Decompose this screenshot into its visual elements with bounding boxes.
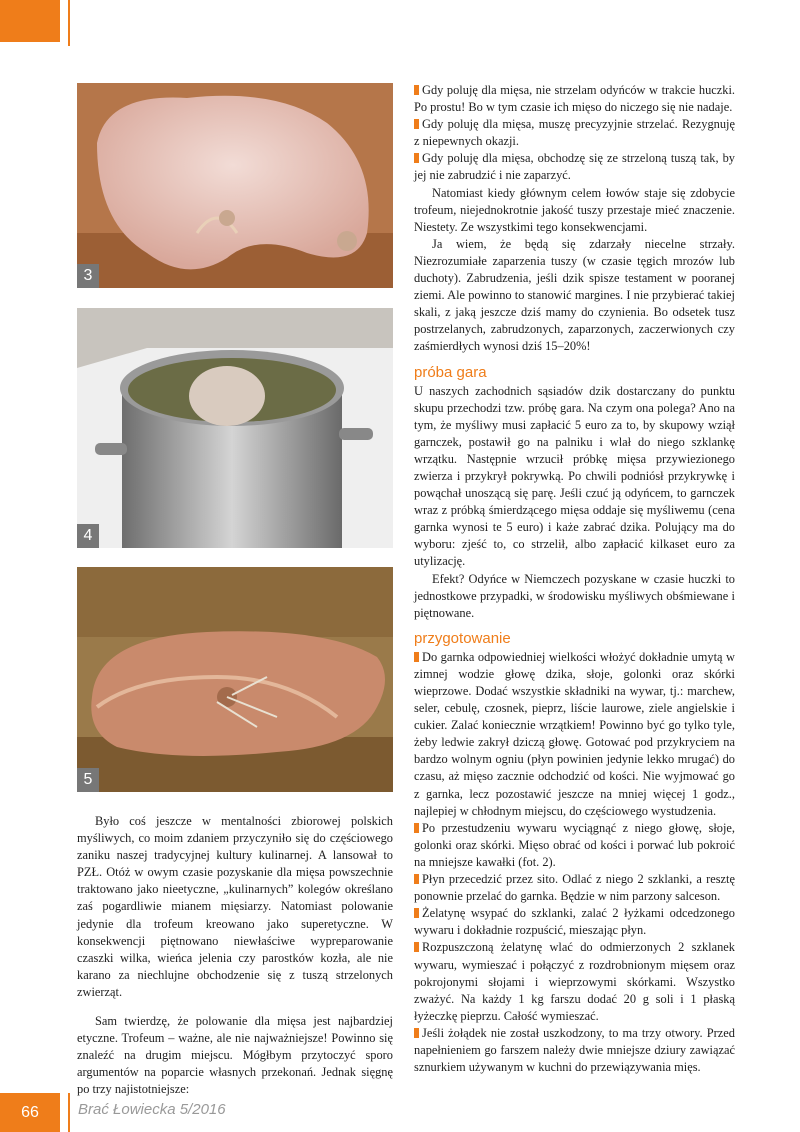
- section-heading: przygotowanie: [414, 629, 511, 647]
- photo-3: [77, 83, 393, 288]
- photo-4-image: [77, 308, 393, 548]
- paragraph: Ja wiem, że będą się zdarzały niecelne strzały. Niezrozumiałe zaparzenia tuszy (w czasie tęgich mrozów lub duchoty). Zabrudzenia, jeśli dzik spisze testament w pooranej ziemi. Ale powinno to stanowić margines. I nie przybierać takiej skali, z jaką jeszcze dziś mamy do czynienia. Bo odsetek tusz postrzelanych, zabrudzonych, zaparzonych, zaczerwionych czy zaśmierdłych wynosi dziś 15–20%!: [414, 236, 735, 354]
- photo-5-image: [77, 567, 393, 792]
- bullet-square-icon: [414, 874, 419, 884]
- magazine-title: Brać Łowiecka 5/2016: [78, 1101, 226, 1118]
- bullet-square-icon: [414, 652, 419, 662]
- bullet-item: Rozpuszczoną żelatynę wlać do odmierzonych 2 szklanek wywaru, wymieszać i połączyć z rozdrobnionym mięsem oraz pokrojonymi słojami i wieprzowymi skórkami. Wszystko zważyć. Na każdy 1 kg farszu dodać 20 g soli i 1 płaską łyżeczkę pieprzu. Całość wymieszać.: [414, 940, 735, 1023]
- left-column: [77, 813, 393, 1099]
- photo-number: 5: [77, 768, 99, 792]
- photo-4: [77, 308, 393, 548]
- bullet-item: Gdy poluję dla mięsa, muszę precyzyjnie strzelać. Rezygnuję z niepewnych okazji.: [414, 117, 735, 149]
- footer-divider: [68, 1093, 70, 1132]
- page-number: 66: [21, 1104, 39, 1121]
- photo-number: 3: [77, 264, 99, 288]
- bullet-square-icon: [414, 153, 419, 163]
- bullet-item: Gdy poluję dla mięsa, nie strzelam odyńców w trakcie huczki. Po prostu! Bo w tym czasie ich mięso do niczego się nie nadaje.: [414, 83, 735, 115]
- paragraph: Sam twierdzę, że polowanie dla mięsa jest najbardziej etyczne. Trofeum – ważne, ale nie najważniejsze! Powinno się znaleźć na drugim miejscu. Mógłbym przytoczyć sporo argumentów na poparcie własnych przekonań. Jednak sięgnę po trzy najistotniejsze:: [77, 1014, 393, 1097]
- bullet-item: Płyn przecedzić przez sito. Odlać z niego 2 szklanki, a resztę ponownie przelać do garnka. Będzie w nim parzony salceson.: [414, 872, 735, 904]
- paragraph: Efekt? Odyńce w Niemczech pozyskane w czasie huczki to jednostkowe przypadki, w środowisku myśliwych obśmiewane i piętnowane.: [414, 571, 735, 620]
- corner-accent: [0, 0, 60, 42]
- bullet-item: Po przestudzeniu wywaru wyciągnąć z niego głowę, słoje, golonki oraz skórki. Mięso obrać od kości i porwać lub pokroić na mniejsze kawałki (fot. 2).: [414, 820, 735, 869]
- bullet-square-icon: [414, 908, 419, 918]
- bullet-square-icon: [414, 942, 419, 952]
- bullet-square-icon: [414, 1028, 419, 1038]
- bullet-square-icon: [414, 119, 419, 129]
- photo-number: 4: [77, 524, 99, 548]
- right-column: [414, 82, 735, 1076]
- paragraph: Natomiast kiedy głównym celem łowów staje się zdobycie trofeum, niejednokrotnie jakość tuszy przestaje mieć znaczenie. Niestety. Ze wszystkimi tego konsekwencjami.: [414, 185, 735, 234]
- paragraph: U naszych zachodnich sąsiadów dzik dostarczany do punktu skupu przechodzi tzw. próbę gara. Na czym ona polega? Ano na tym, że myśliwy musi zapłacić 5 euro za to, by skupowy wziął garnczek, postawił go na palniku i wlał do niego szklankę wrzątku. Następnie wrzucił próbkę mięsa przywiezionego zwierza i przykrył pokrywką. Po chwili podniósł przykrywkę i powąchał unoszącą się parę. Jeśli czuć ją odyńcem, to garnczek wraz z próbką śmierdzącego mięsa oddaje się myśliwemu (cena garnka wynosi te 5 euro) i każe zabrać dzika. Polujący ma do wyboru: zjeść to, co strzelił, albo zapłacić kilkaset euro za utylizację.: [414, 383, 735, 569]
- bullet-item: Do garnka odpowiedniej wielkości włożyć dokładnie umytą w zimnej wodzie głowę dzika, słoje, golonki oraz skórki wieprzowe. Dodać wszystkie składniki na wywar, tj.: marchew, seler, cebulę, czosnek, pieprz, liście laurowe, ziele angielskie i cukier. Zalać koniecznie wrzątkiem! Powinno być go tylko tyle, żeby ledwie zakrył dziczą głowę. Gotować pod przykryciem na bardzo wolnym ogniu (płyn powinien jedynie lekko mrugać) do czasu, aż mięso zacznie odchodzić od kości. Nie wyjmować go z garnka, lecz pozostawić jeszcze na mniej więcej 1 godz., najlepiej w chłodnym miejscu, do częściowego wystudzenia.: [414, 649, 735, 818]
- header-divider: [68, 0, 70, 46]
- bullet-item: Jeśli żołądek nie został uszkodzony, to ma trzy otwory. Przed napełnieniem go farszem należy dwie mniejsze dziury zawiązać sznurkiem używanym w kuchni do przewiązywania mięs.: [414, 1025, 735, 1075]
- photo-3-image: [77, 83, 393, 288]
- bullet-square-icon: [414, 823, 419, 833]
- section-heading: próba gara: [414, 363, 487, 381]
- bullet-square-icon: [414, 85, 419, 95]
- bullet-item: Żelatynę wsypać do szklanki, zalać 2 łyżkami odcedzonego wywaru i dokładnie rozpuścić, mieszając płyn.: [414, 906, 735, 938]
- paragraph: Było coś jeszcze w mentalności zbiorowej polskich myśliwych, co moim zdaniem przyczyniło się do częściowego zaniku naszej tradycyjnej kultury kulinarnej. A lansował to PZŁ. Otóż w owym czasie pozyskanie dla mięsa powszechnie traktowano jako nieetyczne, „kulinarnych” kolegów określano zaś pogardliwie mianem mięsiarzy. Natomiast polowanie jedynie dla trofeum kreowano jako superetyczne. W konsekwencji piętnowano niewłaściwe wypreparowanie czaszki wilka, wieńca jelenia czy parostków kozła, ale nie karano za niechlujne obchodzenie się z tuszą strzelonych zwierząt.: [77, 814, 393, 999]
- photo-5: [77, 567, 393, 792]
- bullet-item: Gdy poluję dla mięsa, obchodzę się ze strzeloną tuszą tak, by jej nie zabrudzić i nie zaparzyć.: [414, 151, 735, 183]
